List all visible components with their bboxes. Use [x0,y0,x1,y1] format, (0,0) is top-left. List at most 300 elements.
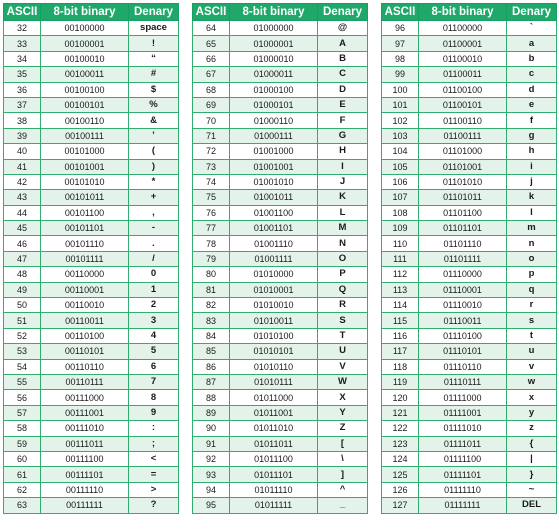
character-cell: p [507,267,557,282]
table-row [382,467,557,482]
character-cell: 0 [129,267,179,282]
table-row [193,144,368,159]
table-row [4,482,179,497]
table-row [193,359,368,374]
binary-cell: 01110111 [419,374,507,389]
character-cell: k [507,190,557,205]
table-row [4,251,179,266]
table-row [4,190,179,205]
binary-cell: 01010011 [230,313,318,328]
table-row [193,421,368,436]
ascii-code-cell: 73 [193,159,230,174]
table-row [382,328,557,343]
binary-header: 8-bit binary [41,4,129,21]
table-row [4,21,179,36]
binary-cell: 00101111 [41,251,129,266]
binary-cell: 00101010 [41,174,129,189]
table-row [4,51,179,66]
table-row [4,174,179,189]
table-row [193,451,368,466]
denary-header: Denary [129,4,179,21]
ascii-code-cell: 33 [4,36,41,51]
table-row [382,97,557,112]
character-cell: 1 [129,282,179,297]
character-cell: _ [318,498,368,513]
ascii-header: ASCII [382,4,419,21]
ascii-code-cell: 83 [193,313,230,328]
ascii-code-cell: 60 [4,451,41,466]
table-row [193,113,368,128]
table-row [382,51,557,66]
ascii-code-cell: 107 [382,190,419,205]
binary-cell: 01101111 [419,251,507,266]
character-cell: } [507,467,557,482]
ascii-code-cell: 120 [382,390,419,405]
ascii-code-cell: 52 [4,328,41,343]
binary-cell: 01111111 [419,498,507,513]
character-cell: L [318,205,368,220]
table-row [382,451,557,466]
character-cell: # [129,67,179,82]
table-row [4,374,179,389]
binary-cell: 01010001 [230,282,318,297]
table-row [382,159,557,174]
binary-cell: 01011001 [230,405,318,420]
binary-cell: 00100110 [41,113,129,128]
binary-cell: 01110011 [419,313,507,328]
ascii-code-cell: 119 [382,374,419,389]
character-cell: f [507,113,557,128]
character-cell: DEL [507,498,557,513]
binary-cell: 01010111 [230,374,318,389]
table-row [4,82,179,97]
table-row [193,36,368,51]
character-cell: T [318,328,368,343]
binary-cell: 00100111 [41,128,129,143]
character-cell: c [507,67,557,82]
binary-cell: 01110010 [419,298,507,313]
binary-cell: 01010100 [230,328,318,343]
binary-cell: 01110100 [419,328,507,343]
ascii-code-cell: 47 [4,251,41,266]
ascii-code-cell: 55 [4,374,41,389]
table-row [4,359,179,374]
ascii-header: ASCII [4,4,41,21]
ascii-code-cell: 89 [193,405,230,420]
binary-cell: 01101110 [419,236,507,251]
binary-cell: 01111000 [419,390,507,405]
character-cell: B [318,51,368,66]
binary-cell: 01101100 [419,205,507,220]
ascii-code-cell: 109 [382,221,419,236]
character-cell: o [507,251,557,266]
ascii-code-cell: 99 [382,67,419,82]
binary-header: 8-bit binary [230,4,318,21]
ascii-code-cell: 65 [193,36,230,51]
ascii-code-cell: 118 [382,359,419,374]
table-row [4,128,179,143]
character-cell: space [129,21,179,36]
character-cell: u [507,344,557,359]
ascii-code-cell: 105 [382,159,419,174]
header-row [4,4,179,21]
binary-cell: 01110101 [419,344,507,359]
ascii-code-cell: 97 [382,36,419,51]
ascii-code-cell: 51 [4,313,41,328]
ascii-code-cell: 41 [4,159,41,174]
binary-cell: 00100010 [41,51,129,66]
character-cell: P [318,267,368,282]
ascii-table-1 [3,3,179,514]
binary-cell: 01011101 [230,467,318,482]
ascii-code-cell: 79 [193,251,230,266]
table-row [193,205,368,220]
table-row [382,298,557,313]
character-cell: ) [129,159,179,174]
table-row [382,390,557,405]
character-cell: 5 [129,344,179,359]
table-row [193,174,368,189]
ascii-code-cell: 40 [4,144,41,159]
table-row [4,113,179,128]
ascii-code-cell: 46 [4,236,41,251]
character-cell: { [507,436,557,451]
character-cell: R [318,298,368,313]
character-cell: t [507,328,557,343]
table-row [382,251,557,266]
character-cell: a [507,36,557,51]
character-cell: % [129,97,179,112]
character-cell: ? [129,498,179,513]
binary-cell: 01011011 [230,436,318,451]
binary-cell: 00101101 [41,221,129,236]
character-cell: M [318,221,368,236]
binary-cell: 01111011 [419,436,507,451]
character-cell: 8 [129,390,179,405]
header-row [193,4,368,21]
table-row [4,236,179,251]
ascii-code-cell: 104 [382,144,419,159]
header-row [382,4,557,21]
binary-cell: 00100101 [41,97,129,112]
binary-cell: 01100110 [419,113,507,128]
ascii-code-cell: 85 [193,344,230,359]
table-row [193,82,368,97]
binary-cell: 01000101 [230,97,318,112]
ascii-code-cell: 69 [193,97,230,112]
character-cell: A [318,36,368,51]
binary-cell: 00111010 [41,421,129,436]
character-cell: b [507,51,557,66]
binary-cell: 00111101 [41,467,129,482]
character-cell: g [507,128,557,143]
character-cell: q [507,282,557,297]
ascii-code-cell: 68 [193,82,230,97]
ascii-code-cell: 102 [382,113,419,128]
table-row [382,436,557,451]
character-cell: Y [318,405,368,420]
binary-cell: 01110000 [419,267,507,282]
binary-cell: 01010000 [230,267,318,282]
character-cell: F [318,113,368,128]
table-row [4,267,179,282]
binary-cell: 01001011 [230,190,318,205]
table-row [4,205,179,220]
character-cell: < [129,451,179,466]
table-row [4,221,179,236]
table-row [4,436,179,451]
binary-cell: 01101010 [419,174,507,189]
character-cell: n [507,236,557,251]
binary-cell: 01001111 [230,251,318,266]
table-row [382,344,557,359]
ascii-code-cell: 125 [382,467,419,482]
binary-cell: 01010101 [230,344,318,359]
binary-cell: 01000100 [230,82,318,97]
binary-cell: 00101110 [41,236,129,251]
table-row [4,298,179,313]
denary-header: Denary [318,4,368,21]
ascii-code-cell: 45 [4,221,41,236]
binary-header: 8-bit binary [419,4,507,21]
character-cell: s [507,313,557,328]
character-cell: ! [129,36,179,51]
table-row [193,97,368,112]
table-row [193,405,368,420]
binary-cell: 01101000 [419,144,507,159]
table-row [4,97,179,112]
character-cell: O [318,251,368,266]
ascii-code-cell: 94 [193,482,230,497]
character-cell: [ [318,436,368,451]
character-cell: h [507,144,557,159]
table-row [193,482,368,497]
character-cell: / [129,251,179,266]
binary-cell: 01000011 [230,67,318,82]
character-cell: * [129,174,179,189]
ascii-code-cell: 32 [4,21,41,36]
character-cell: C [318,67,368,82]
table-row [4,282,179,297]
character-cell: = [129,467,179,482]
ascii-code-cell: 95 [193,498,230,513]
ascii-code-cell: 77 [193,221,230,236]
table-row [193,467,368,482]
character-cell: G [318,128,368,143]
ascii-code-cell: 87 [193,374,230,389]
binary-cell: 00100000 [41,21,129,36]
table-row [382,421,557,436]
binary-cell: 01101011 [419,190,507,205]
table-row [382,221,557,236]
ascii-code-cell: 92 [193,451,230,466]
ascii-code-cell: 98 [382,51,419,66]
ascii-code-cell: 108 [382,205,419,220]
table-row [382,405,557,420]
table-row [382,313,557,328]
binary-cell: 01001100 [230,205,318,220]
character-cell: E [318,97,368,112]
character-cell: r [507,298,557,313]
binary-cell: 01110001 [419,282,507,297]
character-cell: & [129,113,179,128]
binary-cell: 01000001 [230,36,318,51]
binary-cell: 01100010 [419,51,507,66]
ascii-code-cell: 56 [4,390,41,405]
character-cell: ^ [318,482,368,497]
character-cell: 6 [129,359,179,374]
character-cell: H [318,144,368,159]
ascii-code-cell: 123 [382,436,419,451]
character-cell: y [507,405,557,420]
ascii-code-cell: 110 [382,236,419,251]
character-cell: ] [318,467,368,482]
table-row [4,421,179,436]
character-cell: 9 [129,405,179,420]
ascii-code-cell: 127 [382,498,419,513]
ascii-code-cell: 90 [193,421,230,436]
ascii-code-cell: 42 [4,174,41,189]
ascii-code-cell: 64 [193,21,230,36]
ascii-code-cell: 93 [193,467,230,482]
ascii-code-cell: 106 [382,174,419,189]
character-cell: l [507,205,557,220]
ascii-code-cell: 72 [193,144,230,159]
ascii-code-cell: 114 [382,298,419,313]
character-cell: K [318,190,368,205]
table-row [4,36,179,51]
character-cell: z [507,421,557,436]
table-row [4,467,179,482]
ascii-code-cell: 121 [382,405,419,420]
character-cell: . [129,236,179,251]
binary-cell: 00100100 [41,82,129,97]
character-cell: @ [318,21,368,36]
character-cell: : [129,421,179,436]
ascii-code-cell: 44 [4,205,41,220]
table-row [382,374,557,389]
character-cell: J [318,174,368,189]
table-row [193,436,368,451]
ascii-code-cell: 103 [382,128,419,143]
table-row [193,374,368,389]
ascii-code-cell: 117 [382,344,419,359]
character-cell: + [129,190,179,205]
ascii-code-cell: 61 [4,467,41,482]
ascii-code-cell: 66 [193,51,230,66]
character-cell: , [129,205,179,220]
table-row [193,390,368,405]
character-cell: v [507,359,557,374]
table-row [193,190,368,205]
table-row [4,144,179,159]
ascii-code-cell: 48 [4,267,41,282]
character-cell: D [318,82,368,97]
binary-cell: 01110110 [419,359,507,374]
table-row [382,282,557,297]
ascii-code-cell: 116 [382,328,419,343]
table-row [193,21,368,36]
table-row [193,267,368,282]
table-row [382,113,557,128]
binary-cell: 00101100 [41,205,129,220]
binary-cell: 01000000 [230,21,318,36]
ascii-code-cell: 75 [193,190,230,205]
binary-cell: 00111110 [41,482,129,497]
table-row [193,282,368,297]
character-cell: X [318,390,368,405]
ascii-code-cell: 36 [4,82,41,97]
table-row [193,128,368,143]
ascii-code-cell: 91 [193,436,230,451]
table-row [382,36,557,51]
binary-cell: 01100000 [419,21,507,36]
character-cell: i [507,159,557,174]
ascii-code-cell: 113 [382,282,419,297]
binary-cell: 01011000 [230,390,318,405]
character-cell: x [507,390,557,405]
ascii-code-cell: 62 [4,482,41,497]
ascii-code-cell: 50 [4,298,41,313]
binary-cell: 00110100 [41,328,129,343]
table-row [4,451,179,466]
binary-cell: 00110000 [41,267,129,282]
character-cell: N [318,236,368,251]
ascii-code-cell: 96 [382,21,419,36]
ascii-code-cell: 37 [4,97,41,112]
ascii-code-cell: 122 [382,421,419,436]
ascii-code-cell: 43 [4,190,41,205]
table-body [382,21,557,514]
table-row [4,390,179,405]
table-row [4,313,179,328]
table-row [193,67,368,82]
table-row [193,344,368,359]
table-row [382,482,557,497]
binary-cell: 00110101 [41,344,129,359]
binary-cell: 01100100 [419,82,507,97]
ascii-code-cell: 126 [382,482,419,497]
table-row [193,221,368,236]
ascii-code-cell: 124 [382,451,419,466]
binary-cell: 01111101 [419,467,507,482]
table-row [382,236,557,251]
ascii-code-cell: 76 [193,205,230,220]
binary-cell: 00100001 [41,36,129,51]
ascii-code-cell: 74 [193,174,230,189]
character-cell: | [507,451,557,466]
ascii-code-cell: 34 [4,51,41,66]
binary-cell: 01001000 [230,144,318,159]
character-cell: ( [129,144,179,159]
character-cell: ` [507,21,557,36]
ascii-code-cell: 59 [4,436,41,451]
binary-cell: 00110010 [41,298,129,313]
table-body [4,21,179,514]
ascii-code-cell: 100 [382,82,419,97]
character-cell: 3 [129,313,179,328]
binary-cell: 00111111 [41,498,129,513]
binary-cell: 01010110 [230,359,318,374]
character-cell: ; [129,436,179,451]
binary-cell: 01000010 [230,51,318,66]
table-row [193,298,368,313]
character-cell: I [318,159,368,174]
binary-cell: 01100001 [419,36,507,51]
binary-cell: 01010010 [230,298,318,313]
ascii-code-cell: 88 [193,390,230,405]
ascii-code-cell: 80 [193,267,230,282]
